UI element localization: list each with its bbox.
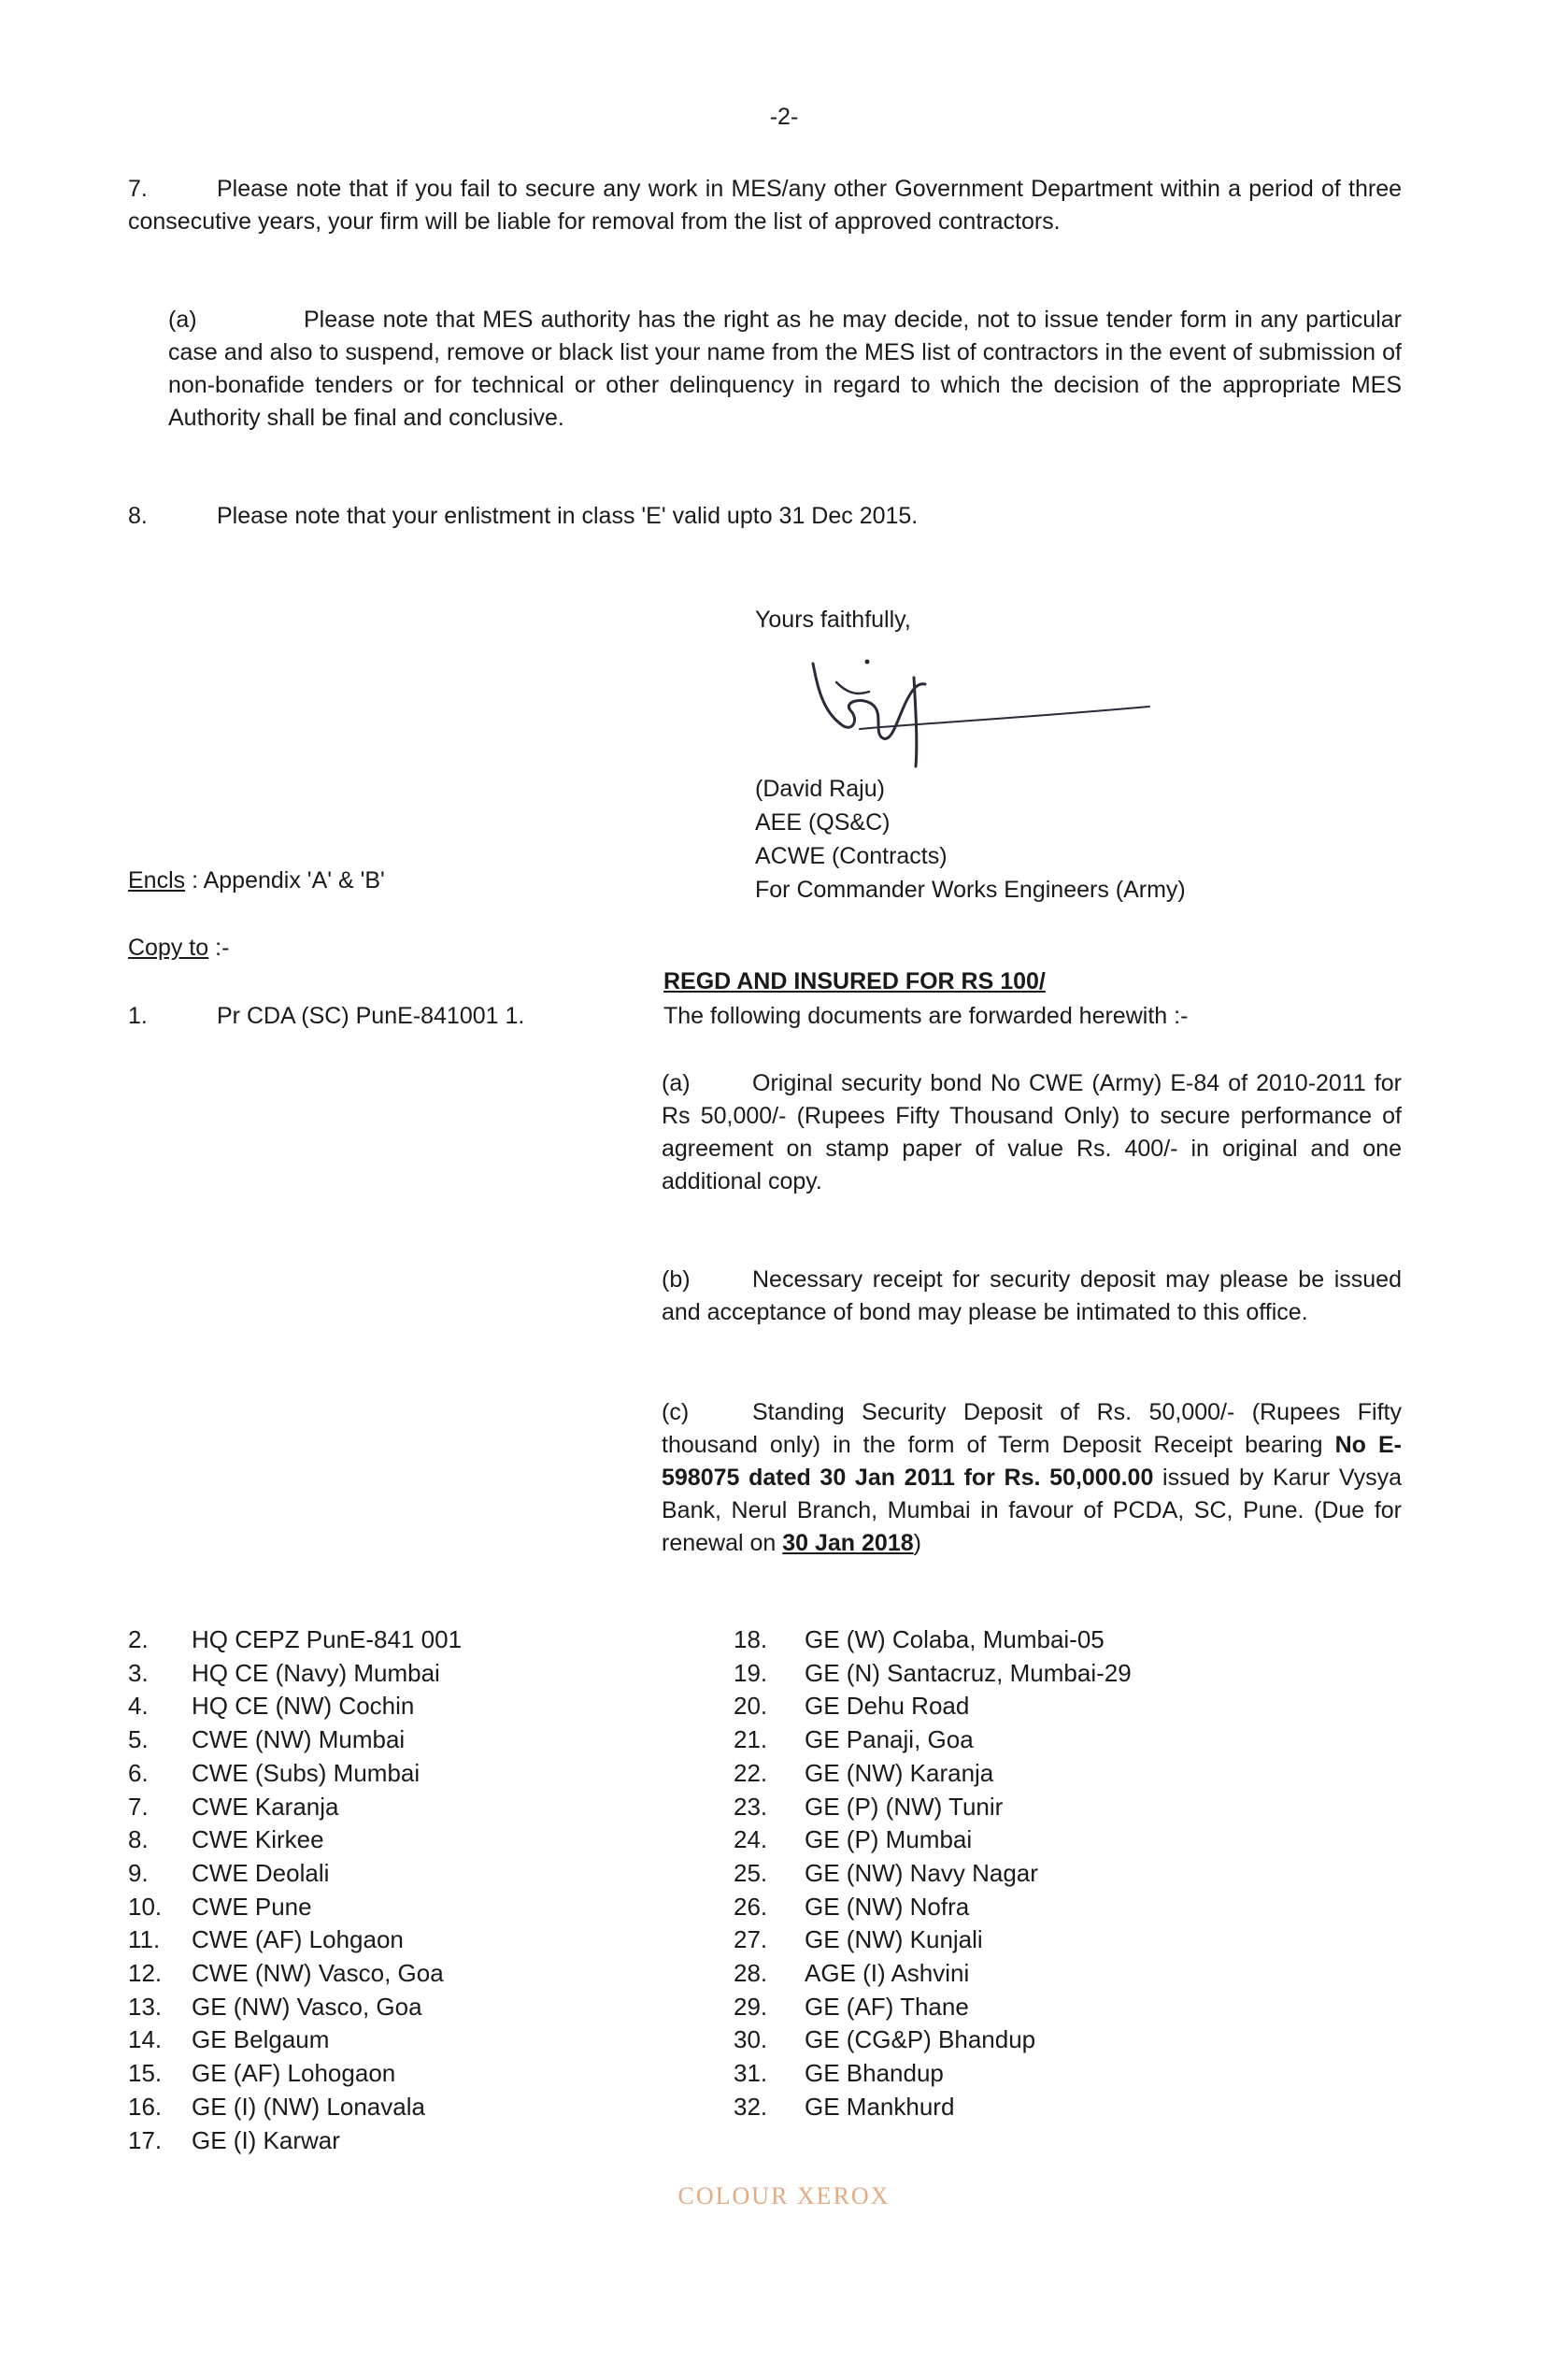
list-item-number: 4. bbox=[128, 1692, 149, 1721]
list-item-text: CWE Deolali bbox=[192, 1858, 330, 1887]
list-item-number: 12. bbox=[128, 1959, 163, 1988]
enclosures bbox=[128, 865, 385, 897]
forward-item-a-number: (a) bbox=[662, 1070, 691, 1096]
list-item-number: 8. bbox=[128, 1825, 149, 1854]
list-item-text: CWE (NW) Mumbai bbox=[192, 1725, 406, 1754]
list-item bbox=[128, 2091, 462, 2124]
list-item bbox=[734, 1891, 1132, 1924]
list-item-text: GE (P) (NW) Tunir bbox=[805, 1792, 1004, 1821]
list-item bbox=[128, 1657, 462, 1691]
list-item bbox=[128, 1690, 462, 1723]
list-item-number: 20. bbox=[734, 1692, 768, 1721]
list-item-text: CWE (NW) Vasco, Goa bbox=[192, 1959, 444, 1988]
list-item-text: GE (AF) Thane bbox=[805, 1992, 969, 2021]
paragraph-7a-number: (a) bbox=[168, 307, 197, 333]
list-item-text: CWE (Subs) Mumbai bbox=[192, 1758, 421, 1787]
paragraph-7-text: Please note that if you fail to secure any work in MES/any other Government Department within a period of three consecutive years, your firm will be liable for removal from the list of approved contractors. bbox=[128, 176, 1402, 235]
list-item-text: CWE Karanja bbox=[192, 1792, 339, 1821]
list-item-number: 10. bbox=[128, 1892, 163, 1921]
copy-list-left bbox=[128, 1623, 462, 2157]
list-item-text: GE Mankhurd bbox=[805, 2092, 955, 2121]
signatory-designation-2: ACWE (Contracts) bbox=[755, 843, 948, 869]
list-item-number: 29. bbox=[734, 1992, 768, 2021]
closing bbox=[755, 603, 1409, 636]
list-item bbox=[128, 1923, 462, 1957]
list-item-number: 18. bbox=[734, 1625, 768, 1653]
list-item-number: 30. bbox=[734, 2025, 768, 2054]
forward-item-c-number: (c) bbox=[662, 1399, 690, 1425]
list-item-number: 5. bbox=[128, 1725, 149, 1754]
paragraph-7a bbox=[168, 304, 1402, 435]
list-item bbox=[734, 1791, 1132, 1824]
list-item bbox=[734, 1991, 1132, 2024]
list-item-text: GE Panaji, Goa bbox=[805, 1725, 974, 1754]
list-item bbox=[128, 1723, 462, 1757]
forward-intro: The following documents are forwarded herewith :- bbox=[663, 1003, 1189, 1029]
list-item-text: CWE (AF) Lohgaon bbox=[192, 1925, 404, 1954]
list-item-number: 23. bbox=[734, 1792, 768, 1821]
paragraph-8-number: 8. bbox=[128, 503, 148, 529]
list-item bbox=[128, 1757, 462, 1791]
closing-text: Yours faithfully, bbox=[755, 607, 911, 633]
forward-item-b bbox=[662, 1264, 1402, 1329]
list-item bbox=[128, 1957, 462, 1991]
list-item-number: 14. bbox=[128, 2025, 163, 2054]
list-item bbox=[128, 1623, 462, 1657]
enclosures-text: : Appendix 'A' & 'B' bbox=[185, 867, 385, 893]
forward-item-c-text-1: Standing Security Deposit of Rs. 50,000/- (Rupees Fifty thousand only) in the form of Term Deposit Receipt bearing bbox=[662, 1399, 1402, 1458]
list-item-number: 17. bbox=[128, 2125, 163, 2154]
list-item-number: 3. bbox=[128, 1658, 149, 1687]
page-number: -2- bbox=[769, 104, 799, 130]
copy-1-text: Pr CDA (SC) PunE-841001 1. bbox=[217, 1003, 525, 1029]
signatory-designation-3: For Commander Works Engineers (Army) bbox=[755, 877, 1186, 903]
paragraph-7-number: 7. bbox=[128, 176, 148, 202]
forward-item-c-text-3: ) bbox=[913, 1530, 921, 1556]
list-item bbox=[734, 1957, 1132, 1991]
list-item-text: CWE Kirkee bbox=[192, 1825, 324, 1854]
copy-to-label: Copy to bbox=[128, 935, 209, 961]
list-item-text: GE (N) Santacruz, Mumbai-29 bbox=[805, 1658, 1132, 1687]
list-item-text: GE (NW) Karanja bbox=[805, 1758, 994, 1787]
paragraph-7a-text: Please note that MES authority has the right as he may decide, not to issue tender form in any particular case and also to suspend, remove or black list your name from the MES list of contractors in the event of submission of non-bonafide tenders or for technical or other delinquency in regard to which the decision of the appropriate MES Authority shall be final and conclusive. bbox=[168, 307, 1402, 431]
list-item bbox=[128, 1791, 462, 1824]
signatory-designation-1: AEE (QS&C) bbox=[755, 809, 891, 836]
list-item bbox=[128, 1891, 462, 1924]
list-item bbox=[734, 1757, 1132, 1791]
list-item bbox=[734, 1923, 1132, 1957]
list-item-text: GE (NW) Nofra bbox=[805, 1892, 970, 1921]
list-item bbox=[734, 2091, 1132, 2124]
paragraph-8 bbox=[128, 500, 1402, 533]
list-item-text: GE (I) (NW) Lonavala bbox=[192, 2092, 425, 2121]
list-item-text: GE Dehu Road bbox=[805, 1692, 970, 1721]
list-item-number: 11. bbox=[128, 1925, 161, 1954]
list-item bbox=[734, 1657, 1132, 1691]
copy-to-suffix: :- bbox=[208, 935, 230, 961]
list-item bbox=[128, 1991, 462, 2024]
list-item-number: 6. bbox=[128, 1758, 149, 1787]
list-item-text: GE (AF) Lohogaon bbox=[192, 2059, 396, 2088]
copy-1-number: 1. bbox=[128, 1003, 148, 1029]
list-item-number: 13. bbox=[128, 1992, 163, 2021]
forward-heading: REGD AND INSURED FOR RS 100/ bbox=[663, 968, 1046, 994]
forward-item-c-bold-2: 30 Jan 2018 bbox=[782, 1530, 914, 1556]
list-item-number: 31. bbox=[734, 2059, 768, 2088]
list-item bbox=[128, 2023, 462, 2057]
list-item-number: 24. bbox=[734, 1825, 768, 1854]
paragraph-7 bbox=[128, 173, 1402, 238]
list-item bbox=[734, 2023, 1132, 2057]
list-item bbox=[734, 1857, 1132, 1891]
forward-item-c bbox=[662, 1396, 1402, 1560]
signatory-block bbox=[755, 772, 1409, 907]
list-item-text: GE (NW) Navy Nagar bbox=[805, 1858, 1038, 1887]
list-item-number: 25. bbox=[734, 1858, 768, 1887]
list-item-number: 32. bbox=[734, 2092, 768, 2121]
enclosures-label: Encls bbox=[128, 867, 186, 893]
copy-1 bbox=[128, 1000, 524, 1033]
copy-to bbox=[128, 932, 229, 965]
list-item-text: GE Bhandup bbox=[805, 2059, 944, 2088]
list-item-number: 9. bbox=[128, 1858, 149, 1887]
list-item-number: 16. bbox=[128, 2092, 163, 2121]
list-item-number: 2. bbox=[128, 1625, 149, 1653]
list-item-text: GE (I) Karwar bbox=[192, 2125, 340, 2154]
forward-item-c-bold-1: No E-598075 dated 30 Jan 2011 for Rs. 50,000.00 bbox=[662, 1432, 1402, 1491]
signatory-name: (David Raju) bbox=[755, 776, 885, 802]
forward-item-b-text: Necessary receipt for security deposit may please be issued and acceptance of bond may please be intimated to this office. bbox=[662, 1266, 1402, 1325]
list-item-number: 7. bbox=[128, 1792, 149, 1821]
list-item bbox=[128, 1823, 462, 1857]
list-item-number: 26. bbox=[734, 1892, 768, 1921]
list-item-number: 28. bbox=[734, 1959, 768, 1988]
list-item-text: AGE (I) Ashvini bbox=[805, 1959, 970, 1988]
list-item-text: GE (P) Mumbai bbox=[805, 1825, 973, 1854]
list-item bbox=[734, 1690, 1132, 1723]
list-item-text: GE (NW) Vasco, Goa bbox=[192, 1992, 422, 2021]
list-item-number: 22. bbox=[734, 1758, 768, 1787]
list-item-text: GE (NW) Kunjali bbox=[805, 1925, 983, 1954]
forward-item-a bbox=[662, 1067, 1402, 1198]
list-item-text: HQ CEPZ PunE-841 001 bbox=[192, 1625, 463, 1653]
forward-item-a-text: Original security bond No CWE (Army) E-84 of 2010-2011 for Rs 50,000/- (Rupees Fifty Thousand Only) to secure performance of agreement on stamp paper of value Rs. 400/- in original and one additional copy. bbox=[662, 1070, 1402, 1194]
list-item-number: 27. bbox=[734, 1925, 768, 1954]
watermark: COLOUR XEROX bbox=[677, 2182, 891, 2209]
list-item-text: HQ CE (NW) Cochin bbox=[192, 1692, 415, 1721]
list-item-text: GE (CG&P) Bhandup bbox=[805, 2025, 1036, 2054]
list-item bbox=[734, 2057, 1132, 2091]
list-item bbox=[734, 1623, 1132, 1657]
signature-image bbox=[794, 645, 1168, 776]
list-item-number: 19. bbox=[734, 1658, 768, 1687]
forward-item-b-number: (b) bbox=[662, 1266, 691, 1293]
paragraph-8-text: Please note that your enlistment in class 'E' valid upto 31 Dec 2015. bbox=[217, 503, 919, 529]
list-item bbox=[128, 2057, 462, 2091]
list-item-text: CWE Pune bbox=[192, 1892, 312, 1921]
list-item-text: HQ CE (Navy) Mumbai bbox=[192, 1658, 440, 1687]
list-item bbox=[128, 2124, 462, 2158]
copy-list-right bbox=[734, 1623, 1132, 2124]
list-item bbox=[734, 1723, 1132, 1757]
forward-item-c-text-2: issued by Karur Vysya Bank, Nerul Branch, Mumbai in favour of PCDA, SC, Pune. (Due for renewal on bbox=[662, 1465, 1402, 1556]
list-item bbox=[734, 1823, 1132, 1857]
list-item-text: GE (W) Colaba, Mumbai-05 bbox=[805, 1625, 1105, 1653]
list-item-number: 15. bbox=[128, 2059, 163, 2088]
list-item-text: GE Belgaum bbox=[192, 2025, 330, 2054]
list-item bbox=[128, 1857, 462, 1891]
list-item-number: 21. bbox=[734, 1725, 768, 1754]
